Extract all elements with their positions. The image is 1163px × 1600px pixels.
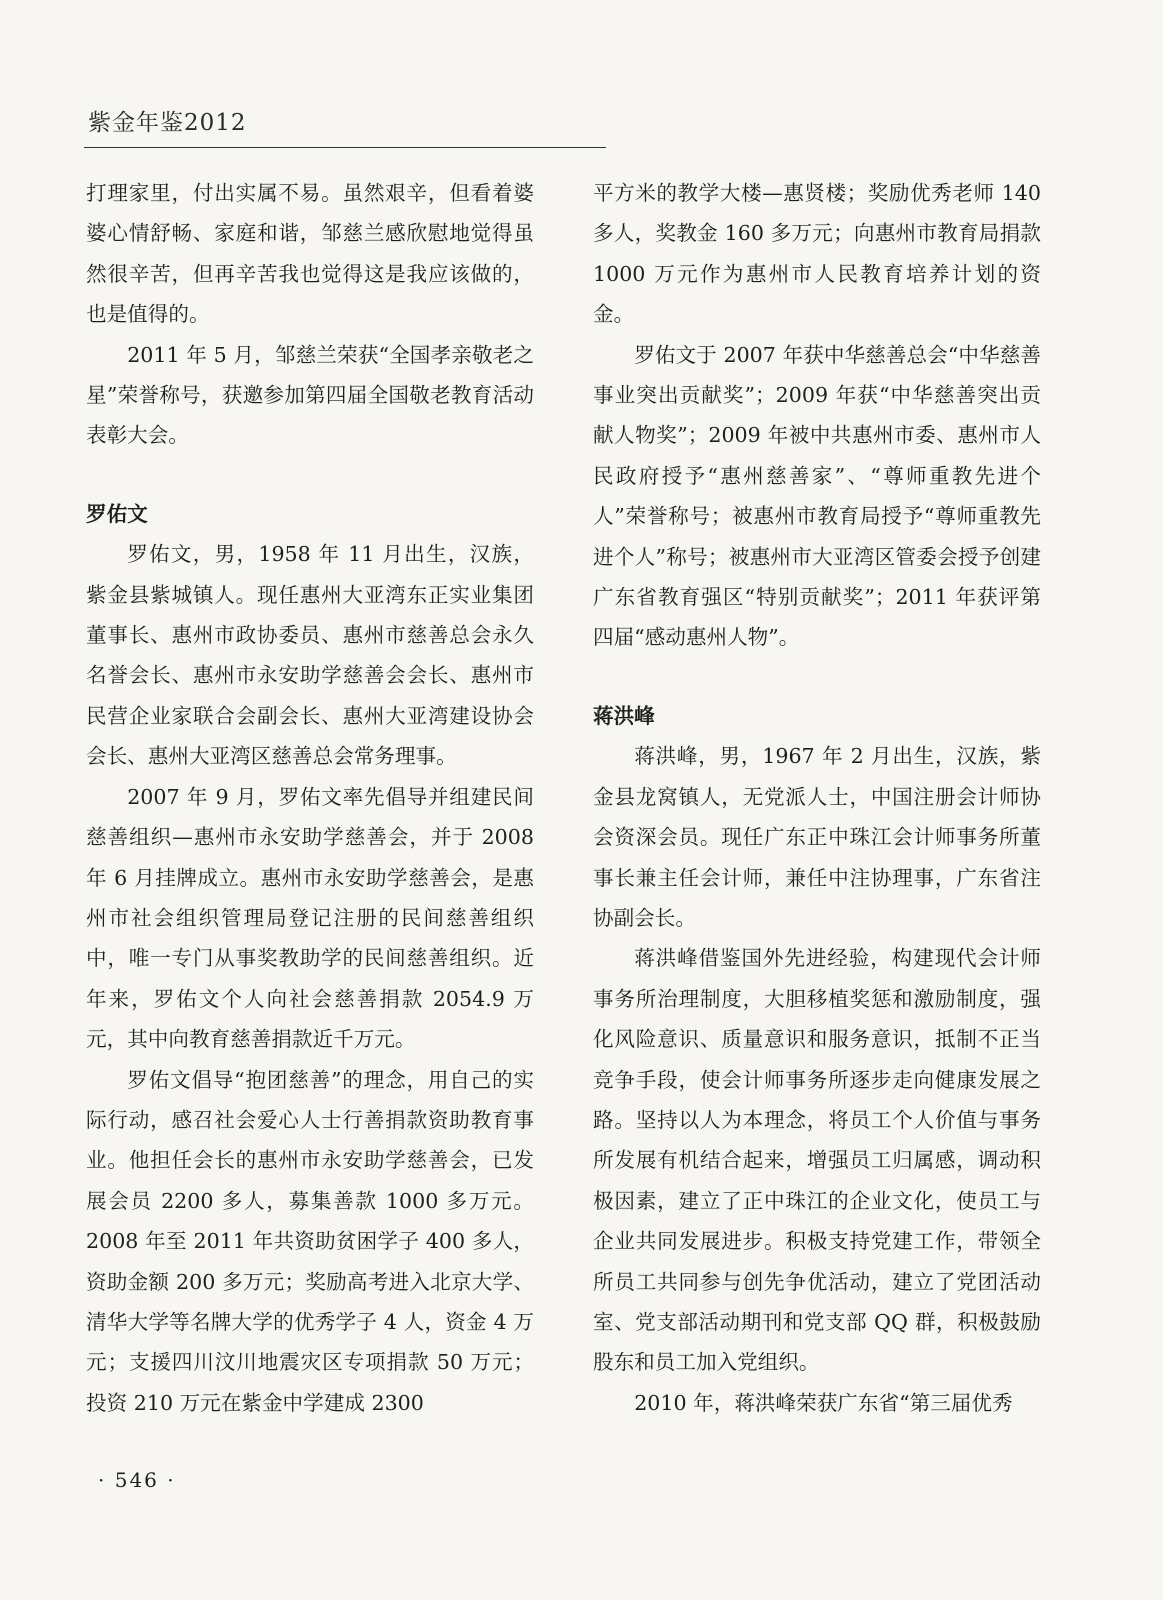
section-spacer	[86, 456, 534, 494]
section-title-luo-youwen: 罗佑文	[86, 501, 148, 526]
running-header: 紫金年鉴2012	[88, 110, 247, 136]
header-rule	[84, 147, 606, 148]
paragraph: 平方米的教学大楼—惠贤楼；奖励优秀老师 140 多人，奖教金 160 多万元；向惠州市教育局捐款 1000 万元作为惠州市人民教育培养计划的资金。	[593, 181, 1041, 327]
paragraph: 罗佑文于 2007 年获中华慈善总会“中华慈善事业突出贡献奖”；2009 年获“中华慈善突出贡献人物奖”；2009 年被中共惠州市委、惠州市人民政府授予“惠州慈善家”、“尊师重教先进个人”荣誉称号；被惠州市教育局授予“尊师重教先进个人”称号；被惠州市大亚湾区管委会授予创建广东省教育强区“特别贡献奖”；2011 年获评第四届“感动惠州人物”。	[593, 342, 1041, 650]
paragraph: 罗佑文倡导“抱团慈善”的理念，用自己的实际行动，感召社会爱心人士行善捐款资助教育事业。他担任会长的惠州市永安助学慈善会，已发展会员 2200 多人，募集善款 1000 多万元。2008 年至 2011 年共资助贫困学子 400 多人，资助金额 200 多万元；奖励高考进入北京大学、清华大学等名牌大学的优秀学子 4 人，资金 4 万元；支援四川汶川地震灾区专项捐款 50 万元；投资 210 万元在紫金中学建成 2300	[86, 1067, 534, 1415]
paragraph: 蒋洪峰，男，1967 年 2 月出生，汉族，紫金县龙窝镇人，无党派人士，中国注册会计师协会资深会员。现任广东正中珠江会计师事务所董事长兼主任会计师，兼任中注协理事，广东省注协副会长。	[593, 744, 1041, 930]
section-spacer	[593, 658, 1041, 696]
section-title-jiang-hongfeng: 蒋洪峰	[593, 703, 655, 728]
paragraph: 打理家里，付出实属不易。虽然艰辛，但看着婆婆心情舒畅、家庭和谐，邹慈兰感欣慰地觉得虽然很辛苦，但再辛苦我也觉得这是我应该做的，也是值得的。	[86, 181, 534, 327]
paragraph: 罗佑文，男，1958 年 11 月出生，汉族，紫金县紫城镇人。现任惠州大亚湾东正实业集团董事长、惠州市政协委员、惠州市慈善总会永久名誉会长、惠州市永安助学慈善会会长、惠州市民营企业家联合会副会长、惠州大亚湾建设协会会长、惠州大亚湾区慈善总会常务理事。	[86, 542, 534, 769]
left-column	[86, 173, 534, 1423]
page-number: · 546 ·	[98, 1468, 176, 1492]
paragraph: 2011 年 5 月，邹慈兰荣获“全国孝亲敬老之星”荣誉称号，获邀参加第四届全国敬老教育活动表彰大会。	[86, 342, 534, 448]
paragraph: 2007 年 9 月，罗佑文率先倡导并组建民间慈善组织—惠州市永安助学慈善会，并于 2008 年 6 月挂牌成立。惠州市永安助学慈善会，是惠州市社会组织管理局登记注册的民间慈善组织中，唯一专门从事奖教助学的民间慈善组织。近年来，罗佑文个人向社会慈善捐款 2054.9 万元，其中向教育慈善捐款近千万元。	[86, 784, 534, 1052]
paragraph: 蒋洪峰借鉴国外先进经验，构建现代会计师事务所治理制度，大胆移植奖惩和激励制度，强化风险意识、质量意识和服务意识，抵制不正当竞争手段，使会计师事务所逐步走向健康发展之路。坚持以人为本理念，将员工个人价值与事务所发展有机结合起来，增强员工归属感，调动积极因素，建立了正中珠江的企业文化，使员工与企业共同发展进步。积极支持党建工作，带领全所员工共同参与创先争优活动，建立了党团活动室、党支部活动期刊和党支部 QQ 群，积极鼓励股东和员工加入党组织。	[593, 946, 1041, 1375]
paragraph: 2010 年，蒋洪峰荣获广东省“第三届优秀	[634, 1390, 1013, 1415]
right-column	[593, 173, 1041, 1423]
